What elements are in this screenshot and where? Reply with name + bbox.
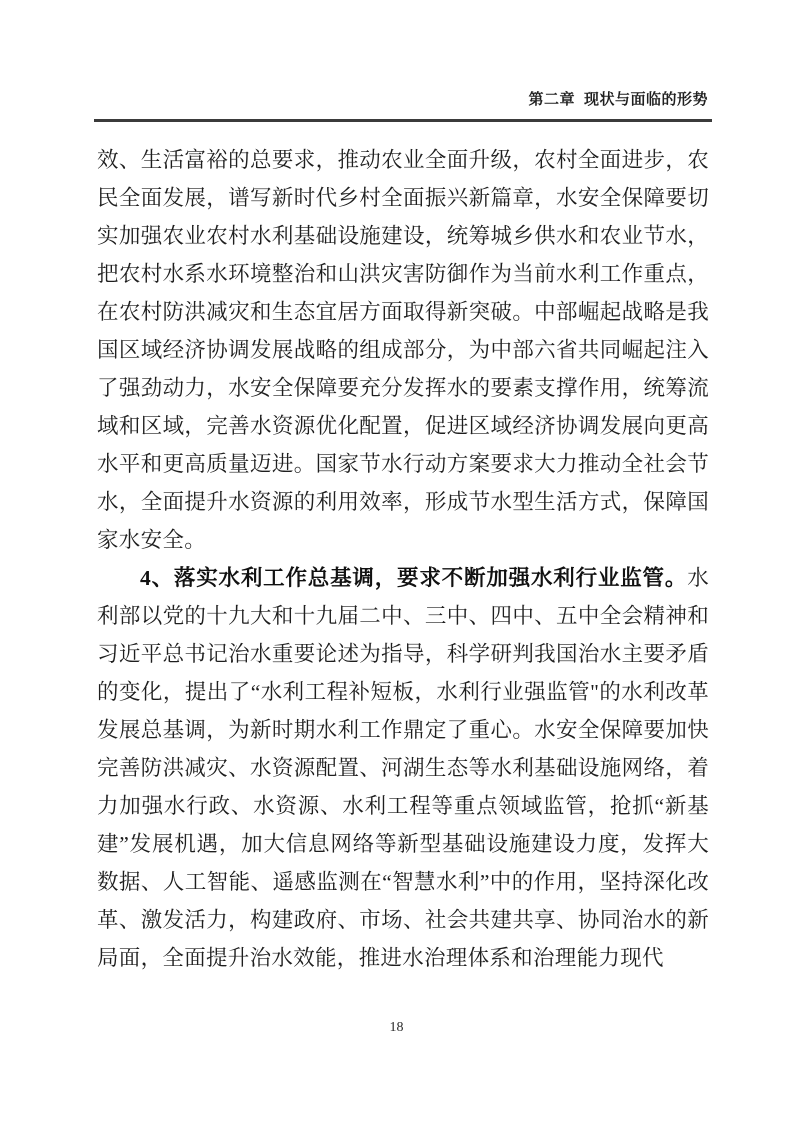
paragraph-body: 水利部以党的十九大和十九届二中、三中、四中、五中全会精神和习近平总书记治水重要论述为指导，科学研判我国治水主要矛盾的变化，提出了“水利工程补短板，水利行业强监管"的水利改革发展总基调，为新时期水利工作鼎定了重心。水安全保障要加快完善防洪减灾、水资源配置、河湖生态等水利基础设施网络，着力加强水行政、水资源、水利工程等重点领域监管，抢抓“新基建”发展机遇，加大信息网络等新型基础设施建设力度，发挥大数据、人工智能、遥感监测在“智慧水利”中的作用，坚持深化改革、激发活力，构建政府、市场、社会共建共享、协同治水的新局面，全面提升治水效能，推进水治理体系和治理能力现代 xyxy=(97,566,709,970)
page-footer xyxy=(0,1020,793,1036)
paragraph-continuation: 效、生活富裕的总要求，推动农业全面升级，农村全面进步，农民全面发展，谱写新时代乡村全面振兴新篇章，水安全保障要切实加强农业农村水利基础设施建设，统筹城乡供水和农业节水，把农村水系水环境整治和山洪灾害防御作为当前水利工作重点，在农村防洪减灾和生态宜居方面取得新突破。中部崛起战略是我国区域经济协调发展战略的组成部分，为中部六省共同崛起注入了强劲动力，水安全保障要充分发挥水的要素支撑作用，统筹流域和区域，完善水资源优化配置，促进区域经济协调发展向更高水平和更高质量迈进。国家节水行动方案要求大力推动全社会节水，全面提升水资源的利用效率，形成节水型生活方式，保障国家水安全。 xyxy=(97,148,709,552)
page-number: 18 xyxy=(389,1020,404,1035)
document-body xyxy=(97,141,709,977)
chapter-title: 现状与面临的形势 xyxy=(583,91,708,108)
chapter-label: 第二章 xyxy=(528,91,575,108)
header-divider xyxy=(94,119,712,122)
page-header xyxy=(95,88,708,109)
paragraph-lead: 4、落实水利工作总基调，要求不断加强水利行业监管。 xyxy=(140,566,688,590)
paragraph-item-4 xyxy=(97,559,709,977)
